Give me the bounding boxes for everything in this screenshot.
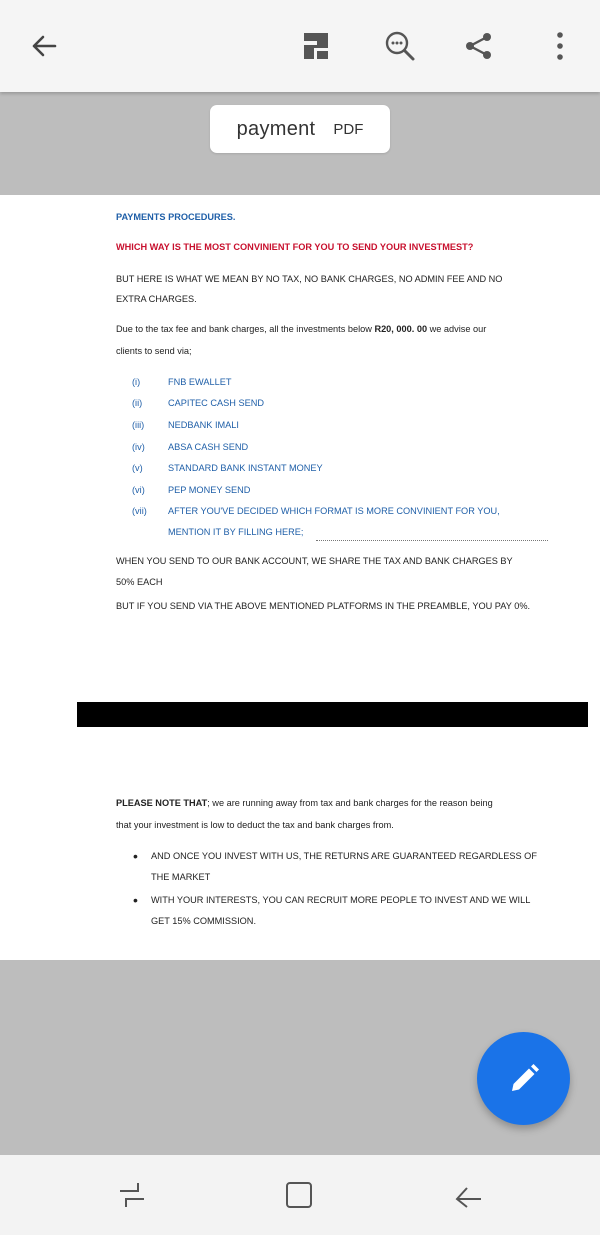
note-rest: ; we are running away from tax and bank charges for the reason being (207, 798, 493, 808)
back-arrow-icon (453, 1179, 485, 1211)
pencil-icon (507, 1062, 541, 1096)
pdf-page[interactable] (0, 195, 600, 960)
payment-methods-list: (i) FNB EWALLET (ii) CAPITEC CASH SEND (iii) NEDBANK IMALI (iv) ABSA CASH SEND (v) STANDARD BANK INSTANT MONEY (vi) PEP MONEY SEND (vii) AFTER YOU'VE DECIDED WHICH FORMAT IS MORE CONVINIENT FOR YOU, MENTION IT BY FILLING HERE; (116, 375, 556, 545)
file-extension: PDF (333, 120, 364, 138)
doc-question: WHICH WAY IS THE MOST CONVINIENT FOR YOU TO SEND YOUR INVESTMEST? (116, 242, 474, 252)
note-bold: PLEASE NOTE THAT (116, 798, 208, 808)
recent-apps-icon (116, 1179, 148, 1211)
share-button[interactable] (455, 22, 503, 70)
doc-intro-line2: EXTRA CHARGES. (116, 294, 197, 304)
bullet-icon: • (133, 848, 138, 864)
due-text-post: we advise our (427, 324, 487, 334)
home-button[interactable] (277, 1173, 321, 1217)
arrow-left-icon (30, 32, 58, 60)
bullet-icon: • (133, 892, 138, 908)
doc-bank-line2: 50% EACH (116, 577, 163, 587)
bullet-item: • AND ONCE YOU INVEST WITH US, THE RETURNS ARE GUARANTEED REGARDLESS OF THE MARKET (133, 848, 537, 882)
home-square-icon (284, 1180, 314, 1210)
doc-note-line1 (116, 793, 556, 814)
redaction-bar (77, 702, 588, 727)
due-amount: R20, 000. 00 (374, 324, 428, 334)
system-back-button[interactable] (447, 1173, 491, 1217)
search-button[interactable] (376, 22, 424, 70)
back-button[interactable] (20, 22, 68, 70)
doc-due-line2: clients to send via; (116, 346, 192, 356)
file-name: payment (236, 117, 316, 140)
system-nav-bar (0, 1155, 600, 1235)
document-icon (302, 31, 330, 61)
doc-due-line1 (116, 319, 556, 340)
doc-bank-line1: WHEN YOU SEND TO OUR BANK ACCOUNT, WE SHARE THE TAX AND BANK CHARGES BY (116, 556, 513, 566)
doc-heading: PAYMENTS PROCEDURES. (116, 212, 236, 222)
more-vertical-icon (555, 30, 565, 62)
file-name-chip (210, 105, 390, 153)
doc-platforms-line: BUT IF YOU SEND VIA THE ABOVE MENTIONED PLATFORMS IN THE PREAMBLE, YOU PAY 0%. (116, 601, 531, 611)
bullet-item: • WITH YOUR INTERESTS, YOU CAN RECRUIT MORE PEOPLE TO INVEST AND WE WILL GET 15% COMMISSION. (133, 892, 531, 926)
search-icon (384, 30, 416, 62)
doc-intro-line1: BUT HERE IS WHAT WE MEAN BY NO TAX, NO BANK CHARGES, NO ADMIN FEE AND NO (116, 274, 503, 284)
top-app-bar (0, 0, 600, 92)
doc-note-line2: that your investment is low to deduct the tax and bank charges from. (116, 820, 394, 830)
fill-in-line (316, 540, 548, 541)
share-icon (463, 30, 495, 62)
recent-apps-button[interactable] (110, 1173, 154, 1217)
due-text-pre: Due to the tax fee and bank charges, all the investments below (116, 324, 375, 334)
more-options-button[interactable] (536, 22, 584, 70)
edit-fab[interactable] (477, 1032, 570, 1125)
page-layout-button[interactable] (292, 22, 340, 70)
